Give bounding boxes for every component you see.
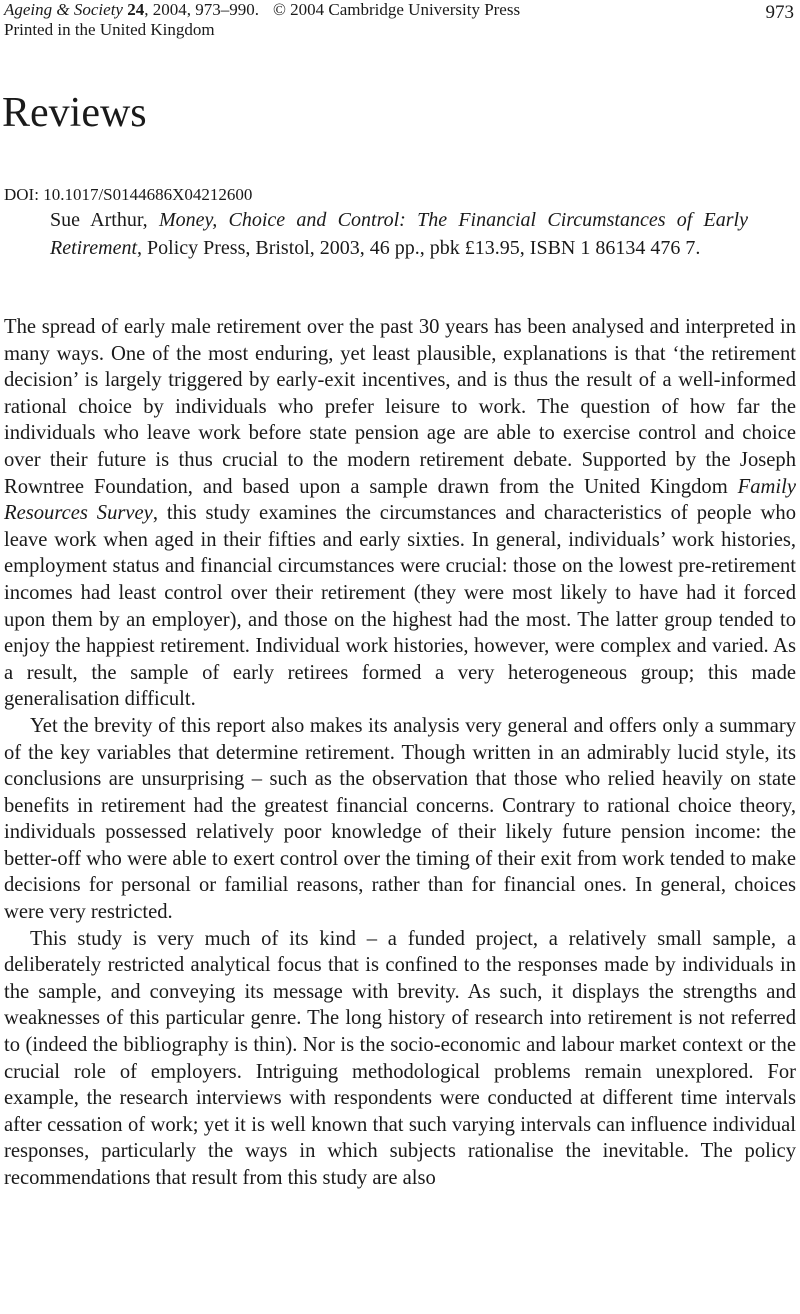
printed-notice: Printed in the United Kingdom bbox=[4, 20, 215, 39]
survey-title: Family Resources Survey bbox=[4, 475, 796, 525]
citation-title: Money, Choice and Control: The Financial Circumstances of Early Retirement bbox=[50, 209, 748, 259]
journal-volume: 24 bbox=[127, 0, 145, 19]
book-citation bbox=[50, 206, 748, 262]
journal-name: Ageing & Society bbox=[4, 0, 123, 19]
review-body bbox=[4, 314, 796, 1192]
paragraph-2: Yet the brevity of this report also makes its analysis very general and offers only a summary of the key variables that determine retirement. Though written in an admirably lucid style, its conclusions are unsurprising – such as the observation that those who relied heavily on state benefits in retirement had the greatest financial concerns. Contrary to rational choice theory, individuals possessed relatively poor knowledge of their likely future pension income: the better-off who were able to exert control over the timing of their exit from work tended to make decisions for personal or familial reasons, rather than for financial ones. In general, choices were very restricted. bbox=[4, 714, 796, 924]
running-head bbox=[4, 0, 794, 40]
copyright-notice: © 2004 Cambridge University Press bbox=[272, 0, 521, 19]
doi-link[interactable]: DOI: 10.1017/S0144686X04212600 bbox=[4, 185, 253, 204]
journal-year-pages: , 2004, 973–990. bbox=[144, 0, 259, 19]
citation-author: Sue Arthur, bbox=[50, 209, 159, 231]
paragraph-1 bbox=[4, 314, 796, 713]
paragraph-1-text-b: , this study examines the circumstances and characteristics of people who leave work when aged in their fifties and early sixties. In general, individuals’ work histories, employment status and financial circumstances were crucial: those on the lowest pre-retirement incomes had least control over their retirement (they were most likely to have had it forced upon them by an employer), and those on the highest had the most. The latter group tended to enjoy the happiest retirement. Individual work histories, however, were complex and varied. As a result, the sample of early retirees formed a very heterogeneous group; this made generalisation difficult. bbox=[4, 502, 796, 711]
journal-citation-line bbox=[4, 0, 794, 20]
section-title: Reviews bbox=[2, 90, 147, 136]
paragraph-1-text-a: The spread of early male retirement over the past 30 years has been analysed and interpreted in many ways. One of the most enduring, yet least plausible, explanations is that ‘the retirement decision’ is largely triggered by early-exit incentives, and is thus the result of a well-informed rational choice by individuals who prefer leisure to work. The question of how far the individuals who leave work before state pension age are able to exercise control and choice over their future is thus crucial to the modern retirement debate. Supported by the Joseph Rowntree Foundation, and based upon a sample drawn from the United Kingdom bbox=[4, 316, 796, 498]
paragraph-3: This study is very much of its kind – a funded project, a relatively small sample, a deliberately restricted analytical focus that is confined to the responses made by individuals in the sample, and conveying its message with brevity. As such, it displays the strengths and weaknesses of this particular genre. The long history of research into retirement is not referred to (indeed the bibliography is thin). Nor is the socio-economic and labour market context or the crucial role of employers. Intriguing methodological problems remain unexplored. For example, the research interviews with respondents were conducted at different time intervals after cessation of work; yet it is well known that such varying intervals can influence individual responses, particularly the ways in which subjects rationalise the inevitable. The policy recommendations that result from this study are also bbox=[4, 927, 796, 1189]
page-number: 973 bbox=[765, 2, 794, 23]
citation-details: , Policy Press, Bristol, 2003, 46 pp., pbk £13.95, ISBN 1 86134 476 7. bbox=[137, 237, 701, 259]
